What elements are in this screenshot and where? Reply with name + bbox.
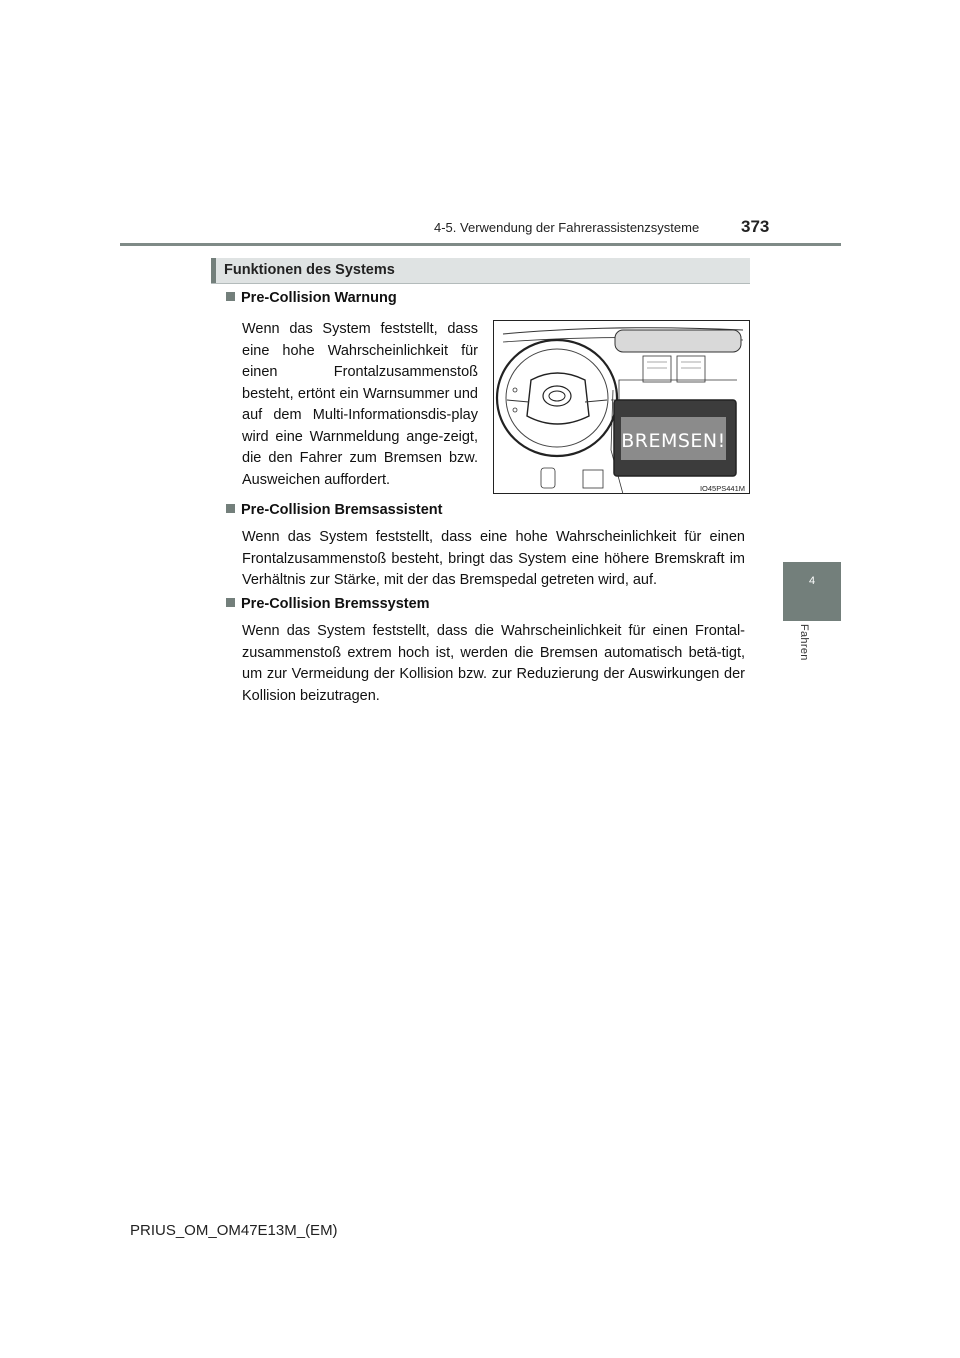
square-bullet-icon <box>226 598 235 607</box>
header-rule <box>120 243 841 246</box>
item-paragraph: Wenn das System feststellt, dass die Wahrscheinlichkeit für einen Frontal-zusammenstoß extrem hoch ist, werden die Bremsen automatisch betä-tigt, um zur Vermeidung der Kollision bzw. zur Reduzierung der Auswirkungen der Kollision beizutragen. <box>242 623 745 704</box>
section-heading-accent <box>211 258 216 283</box>
section-heading-bar <box>211 258 750 284</box>
item-paragraph: Wenn das System feststellt, dass eine hohe Wahrscheinlichkeit für einen Frontalzusammenstoß besteht, ertönt ein Warnsummer und auf dem Multi-Informationsdis-play wird eine Warnmeldung ange-zeigt, die den Fahrer zum Bremsen bzw. Ausweichen auffordert. <box>242 321 478 488</box>
chapter-tab <box>783 562 841 621</box>
square-bullet-icon <box>226 504 235 513</box>
page-number: 373 <box>741 217 770 236</box>
chapter-label <box>798 624 828 684</box>
item-heading <box>226 502 442 518</box>
chapter-number: 4 <box>808 575 816 587</box>
display-warning-text: BREMSEN! <box>621 430 726 452</box>
item-heading <box>226 290 397 306</box>
item-heading-text: Pre-Collision Bremsassistent <box>241 502 443 518</box>
section-heading-title: Funktionen des Systems <box>224 262 395 278</box>
header-section-title: 4-5. Verwendung der Fahrerassistenzsysteme <box>434 220 700 235</box>
item-heading <box>226 596 430 612</box>
square-bullet-icon <box>226 292 235 301</box>
item-paragraph: Wenn das System feststellt, dass eine hohe Wahrscheinlichkeit für einen Frontalzusammenstoß besteht, bringt das System eine höhere Bremskraft im Verhältnis zur Stärke, mit der das Bremspedal getreten wird, auf. <box>242 529 745 588</box>
chapter-label-text: Fahren <box>798 624 810 661</box>
footer-document-code: PRIUS_OM_OM47E13M_(EM) <box>130 1222 338 1239</box>
item-heading-text: Pre-Collision Bremssystem <box>241 596 430 612</box>
figure-code: IO45PS441M <box>699 484 745 493</box>
figure-dashboard-warning <box>493 320 750 494</box>
item-heading-text: Pre-Collision Warnung <box>241 290 397 306</box>
